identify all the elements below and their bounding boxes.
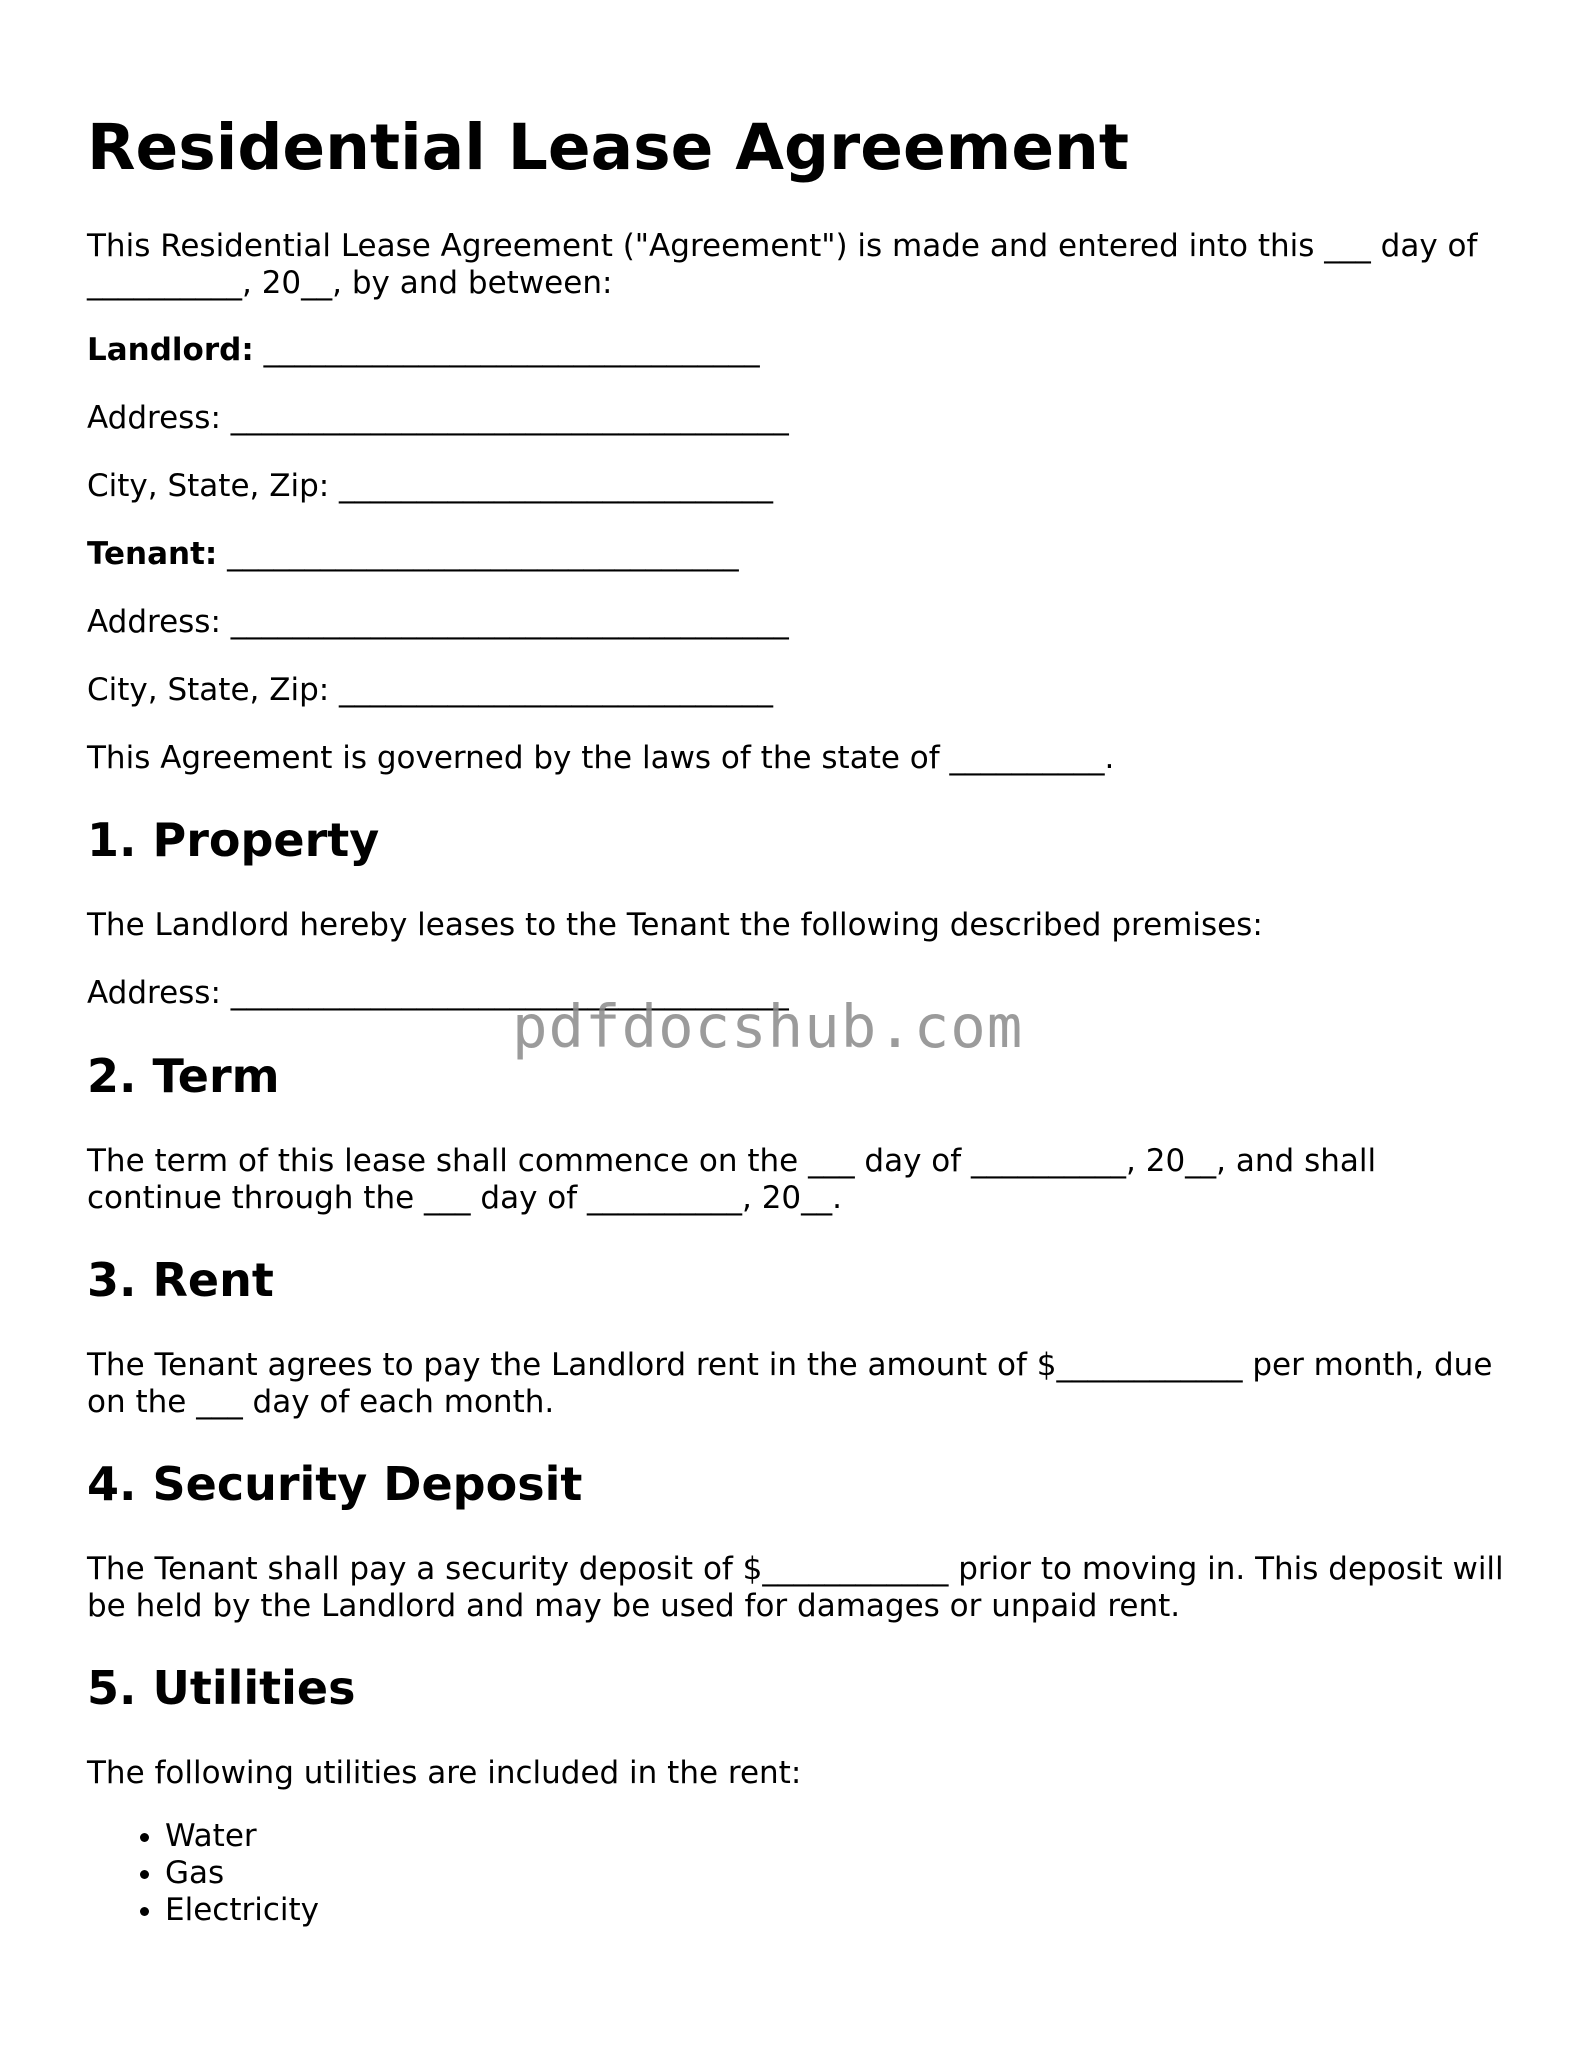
tenant-city-line: City, State, Zip: ____________________________ — [87, 672, 774, 708]
landlord-label: Landlord: — [87, 332, 254, 368]
list-item: • Water — [165, 1818, 319, 1855]
page-title: Residential Lease Agreement — [87, 111, 1130, 184]
section-rent-text: The Tenant agrees to pay the Landlord rent in the amount of $____________ per month, due on the ___ day of each month. — [87, 1347, 1493, 1420]
intro-paragraph: This Residential Lease Agreement ("Agreement") is made and entered into this ___ day of __________, 20__, by and between: — [87, 228, 1478, 301]
landlord-name-blank: ________________________________ — [253, 332, 760, 368]
section-term-heading: 2. Term — [87, 1049, 280, 1103]
section-property-heading: 1. Property — [87, 813, 380, 867]
list-item: • Electricity — [165, 1892, 319, 1929]
section-rent-heading: 3. Rent — [87, 1253, 274, 1307]
landlord-city-line: City, State, Zip: ____________________________ — [87, 468, 774, 504]
section-property-text: The Landlord hereby leases to the Tenant the following described premises: — [87, 907, 1263, 943]
governing-law-line: This Agreement is governed by the laws of the state of __________. — [87, 740, 1115, 776]
tenant-name-blank: _________________________________ — [217, 536, 739, 572]
section-utilities-text: The following utilities are included in the rent: — [87, 1755, 802, 1791]
section-security-deposit-text: The Tenant shall pay a security deposit of $____________ prior to moving in. This deposit will be held by the Landlord and may be used for damages or unpaid rent. — [87, 1551, 1504, 1624]
tenant-line — [87, 536, 739, 573]
tenant-address-line: Address: ____________________________________ — [87, 604, 789, 640]
list-item: • Gas — [165, 1855, 319, 1892]
section-term-text: The term of this lease shall commence on the ___ day of __________, 20__, and shall continue through the ___ day of __________, 20__. — [87, 1143, 1377, 1216]
tenant-label: Tenant: — [87, 536, 218, 572]
landlord-address-line: Address: ____________________________________ — [87, 400, 789, 436]
landlord-line — [87, 332, 760, 369]
section-security-deposit-heading: 4. Security Deposit — [87, 1457, 583, 1511]
watermark: pdfdocshub.com — [512, 992, 1024, 1061]
property-address-line: Address: ____________________________________ — [87, 975, 789, 1011]
utilities-list — [87, 1818, 319, 1929]
section-utilities-heading: 5. Utilities — [87, 1661, 356, 1715]
